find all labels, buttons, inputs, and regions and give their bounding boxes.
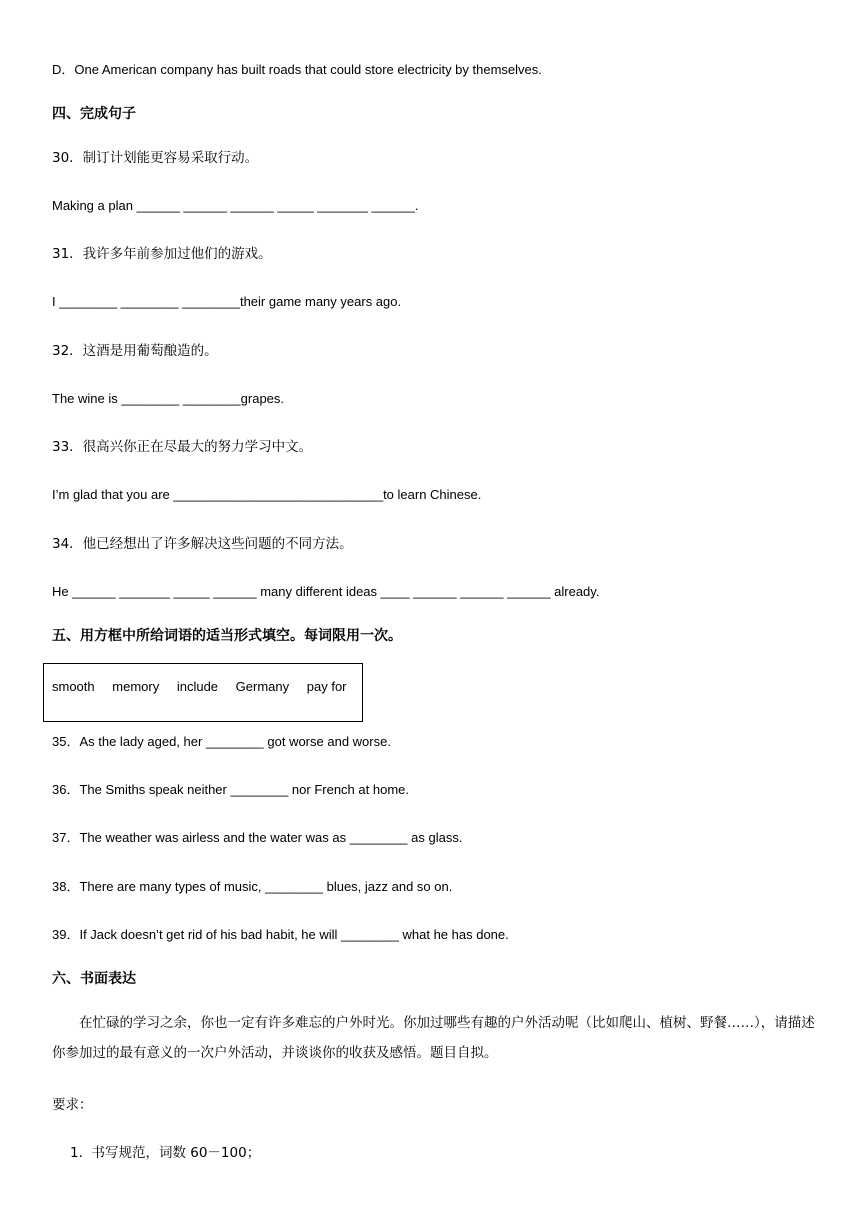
word-list bbox=[52, 679, 347, 694]
section4-heading: 四、完成句子 bbox=[52, 106, 136, 122]
q32-en: The wine is ________ ________grapes. bbox=[52, 391, 285, 406]
word-box bbox=[43, 663, 363, 722]
q32-cn: 32．这酒是用葡萄酿造的。 bbox=[52, 343, 218, 359]
q34-en: He ______ _______ _____ ______ many different ideas ____ ______ ______ ______ already. bbox=[52, 584, 600, 599]
q36: 36．The Smiths speak neither ________ nor French at home. bbox=[52, 782, 409, 797]
q33-en: I’m glad that you are _____________________________to learn Chinese. bbox=[52, 487, 482, 502]
q31-en: I ________ ________ ________their game many years ago. bbox=[52, 294, 402, 309]
word-item: smooth bbox=[52, 679, 95, 694]
q37: 37．The weather was airless and the water was as ________ as glass. bbox=[52, 830, 463, 845]
word-item: include bbox=[176, 679, 219, 694]
option-d: D．One American company has built roads that could store electricity by themselves. bbox=[52, 62, 542, 77]
q30-en: Making a plan ______ ______ ______ _____ _______ ______. bbox=[52, 198, 419, 213]
q33-cn: 33．很高兴你正在尽最大的努力学习中文。 bbox=[52, 439, 313, 455]
word-item: memory bbox=[112, 679, 160, 694]
q34-cn: 34．他已经想出了许多解决这些问题的不同方法。 bbox=[52, 536, 353, 552]
q35: 35．As the lady aged, her ________ got worse and worse. bbox=[52, 734, 391, 749]
word-item: Germany bbox=[235, 679, 290, 694]
writing-prompt: 在忙碌的学习之余，你也一定有许多难忘的户外时光。你加过哪些有趣的户外活动呢（比如爬山、植树、野餐……），请描述你参加过的最有意义的一次户外活动，并谈谈你的收获及感悟。题目自拟。 bbox=[52, 1015, 815, 1061]
q38: 38．There are many types of music, ________ blues, jazz and so on. bbox=[52, 879, 453, 894]
q39: 39．If Jack doesn’t get rid of his bad habit, he will ________ what he has done. bbox=[52, 927, 509, 942]
q30-cn: 30．制订计划能更容易采取行动。 bbox=[52, 150, 259, 166]
section6-heading: 六、书面表达 bbox=[52, 971, 136, 987]
q31-cn: 31．我许多年前参加过他们的游戏。 bbox=[52, 246, 272, 262]
word-item: pay for bbox=[306, 679, 347, 694]
requirements-label: 要求： bbox=[52, 1097, 93, 1113]
section5-heading: 五、用方框中所给词语的适当形式填空。每词限用一次。 bbox=[52, 628, 402, 644]
requirement-1: 1. 书写规范，词数 60－100； bbox=[70, 1145, 261, 1161]
